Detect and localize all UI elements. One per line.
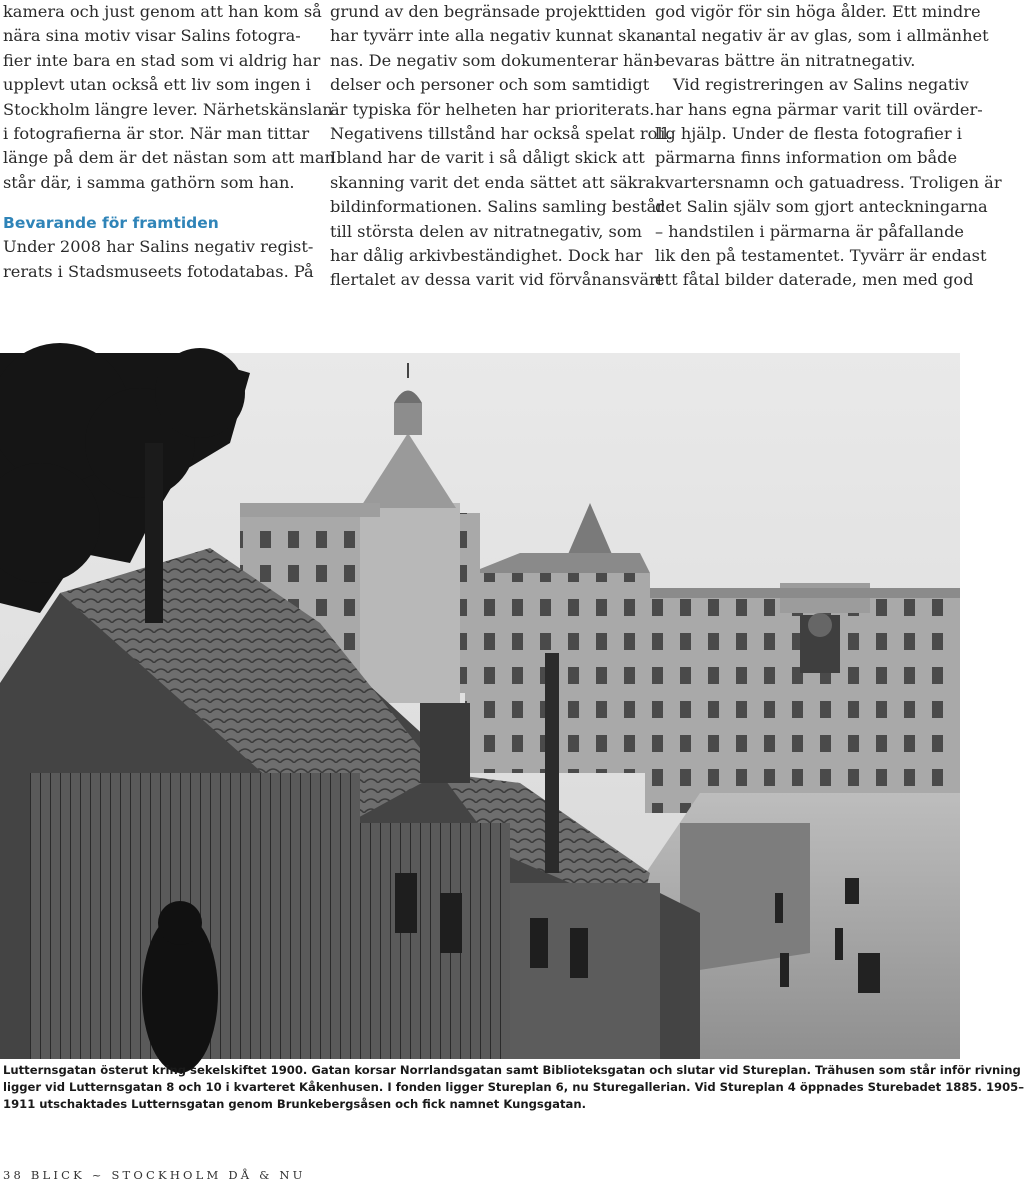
page-folio: 38 BLICK ~ STOCKHOLM DÅ & NU xyxy=(3,1168,306,1182)
body-line: Negativens tillstånd har också spelat roll. xyxy=(330,124,673,144)
body-line: nas. De negativ som dokumenterar hän- xyxy=(330,50,659,70)
body-line: delser och personer och som samtidigt xyxy=(330,75,650,95)
body-line: bevaras bättre än nitratnegativ. xyxy=(655,50,916,70)
body-line: rerats i Stadsmuseets fotodatabas. På xyxy=(3,261,314,281)
body-line: till största delen av nitratnegativ, som xyxy=(330,221,642,241)
text-column-middle xyxy=(330,0,673,293)
body-line: har tyvärr inte alla negativ kunnat skan- xyxy=(330,26,662,46)
historic-street-photograph xyxy=(0,353,960,1059)
caption-line: 1911 utschaktades Lutternsgatan genom Brunkebergsåsen och fick namnet Kungsgatan. xyxy=(3,1097,586,1111)
body-line: ett fåtal bilder daterade, men med god xyxy=(655,270,974,290)
body-line: nära sina motiv visar Salins fotogra- xyxy=(3,26,301,46)
background-building-right xyxy=(645,583,960,813)
body-line: Under 2008 har Salins negativ regist- xyxy=(3,237,314,257)
body-line: står där, i samma gathörn som han. xyxy=(3,172,295,192)
body-line: grund av den begränsade projekttiden xyxy=(330,2,646,21)
text-column-right xyxy=(655,0,1002,293)
text-column-left xyxy=(3,0,335,284)
body-line: upplevt utan också ett liv som ingen i xyxy=(3,75,311,95)
caption-line: ligger vid Lutternsgatan 8 och 10 i kvarteret Kåkenhusen. I fonden ligger Stureplan 6, nu Sturegallerian. Vid Stureplan 4 öppnades Sturebadet 1885. 1905– xyxy=(3,1080,1024,1094)
body-line: kvartersnamn och gatuadress. Troligen är xyxy=(655,172,1002,192)
body-line: är typiska för helheten har prioriterats. xyxy=(330,99,655,119)
body-line-indented: Vid registreringen av Salins negativ xyxy=(673,75,969,95)
photograph-illustration xyxy=(0,353,960,1059)
body-line: har hans egna pärmar varit till ovärder- xyxy=(655,99,983,119)
section-subheading: Bevarande för framtiden xyxy=(3,214,219,233)
body-line: skanning varit det enda sättet att säkra xyxy=(330,172,656,192)
body-line: bildinformationen. Salins samling består xyxy=(330,197,665,217)
body-line: Stockholm längre lever. Närhetskänslan xyxy=(3,99,333,119)
body-line: i fotografierna är stor. När man tittar xyxy=(3,124,310,144)
body-line: flertalet av dessa varit vid förvånansvärt xyxy=(330,270,664,290)
body-line: det Salin själv som gjort anteckningarna xyxy=(655,197,988,217)
body-line: – handstilen i pärmarna är påfallande xyxy=(655,221,965,241)
caption-line: Lutternsgatan österut kring sekelskiftet 1900. Gatan korsar Norrlandsgatan samt Biblioteksgatan och slutar vid Stureplan. Trähusen som står inför rivning xyxy=(3,1063,1021,1077)
body-line: fier inte bara en stad som vi aldrig har xyxy=(3,50,321,70)
body-line: har dålig arkivbeständighet. Dock har xyxy=(330,246,643,266)
body-line: länge på dem är det nästan som att man xyxy=(3,148,335,168)
body-line: Ibland har de varit i så dåligt skick att xyxy=(330,148,645,168)
body-line: lig hjälp. Under de flesta fotografier i xyxy=(655,124,962,144)
body-line: antal negativ är av glas, som i allmänhet xyxy=(655,26,989,46)
body-line: kamera och just genom att han kom så xyxy=(3,2,322,21)
body-line: god vigör för sin höga ålder. Ett mindre xyxy=(655,2,981,21)
body-line: pärmarna finns information om både xyxy=(655,148,958,168)
body-line: lik den på testamentet. Tyvärr är endast xyxy=(655,246,987,266)
photo-caption xyxy=(3,1062,1024,1113)
